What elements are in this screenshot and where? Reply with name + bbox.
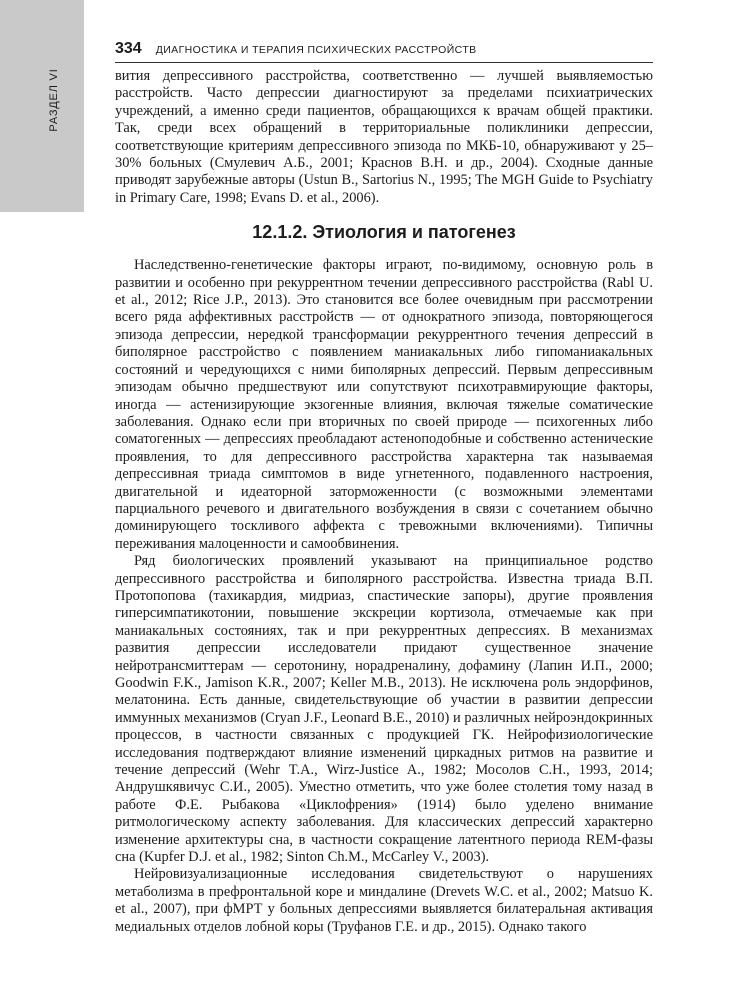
page-content <box>115 68 653 936</box>
body-paragraph: Нейровизуализационные исследования свидетельствуют о нарушениях метаболизма в префронтальной коре и миндалине (Drevets W.C. et al., 2002; Matsuo K. et al., 2007), при фМРТ у больных депрессиями выявляется билатеральная активация медиальных отделов лобной коры (Труфанов Г.Е. и др., 2015). Однако такого <box>115 866 653 935</box>
running-head <box>115 40 653 63</box>
page-number: 334 <box>115 40 142 57</box>
section-side-tab <box>0 0 84 212</box>
intro-paragraph: вития депрессивного расстройства, соответственно — лучшей выявляемостью расстройств. Часто депрессии диагностируют за пределами психиатрических учреждений, а именно среди пациентов, обращающихся к врачам общей практики. Так, среди всех обращений в территориальные поликлиники депрессии, соответствующие критериям депрессивного эпизода по МКБ-10, обнаруживают у 25–30% больных (Смулевич А.Б., 2001; Краснов В.Н. и др., 2004). Сходные данные приводят зарубежные авторы (Ustun B., Sartorius N., 1995; The MGH Guide to Psychiatry in Primary Care, 1998; Evans D. et al., 2006). <box>115 68 653 206</box>
running-head-title: ДИАГНОСТИКА И ТЕРАПИЯ ПСИХИЧЕСКИХ РАССТРОЙСТВ <box>155 44 477 56</box>
body-paragraph: Наследственно-генетические факторы играют, по-видимому, основную роль в развитии и особенно при рекуррентном течении депрессивного расстройства (Rabl U. et al., 2012; Rice J.P., 2013). Это становится все более очевидным при рассмотрении всего ряда аффективных расстройств — от однократного эпизода, повторяющегося эпизода депрессии, нередкой трансформации рекуррентного течения депрессий в биполярное расстройство с появлением маниакальных либо гипоманиакальных состояний и чередующихся с ними биполярных депрессий. Первым депрессивным эпизодам обычно предшествуют или сопутствуют психотравмирующие факторы, иногда — астенизирующие экзогенные влияния, включая тяжелые соматические заболевания. Однако если при вторичных по своей природе — психогенных либо соматогенных — депрессиях преобладают астеноподобные и собственно астенические проявления, то для депрессивного расстройства характерна так называемая депрессивная триада симптомов в виде угнетенного, подавленного настроения, двигательной и идеаторной заторможенности (с возможными элементами парциального речевого и двигательного возбуждения в связи с сочетанием обычно доминирующего тоскливого аффекта с тревожными включениями). Типичны переживания малоценности и самообвинения. <box>115 257 653 552</box>
body-paragraph: Ряд биологических проявлений указывают на принципиальное родство депрессивного расстройства и биполярного расстройства. Известна триада В.П. Протопопова (тахикардия, мидриаз, спастические запоры), другие проявления гиперсимпатикотонии, повышение экскреции кортизола, отмечаемые как при маниакальных состояниях, так и при рекуррентных депрессиях. В механизмах развития депрессии исследователи придают существенное значение нейротрансмиттерам — серотонину, норадреналину, дофамину (Лапин И.П., 2000; Goodwin F.K., Jamison K.R., 2007; Keller M.B., 2013). Не исключена роль эндорфинов, мелатонина. Есть данные, свидетельствующие об участии в развитии депрессии иммунных механизмов (Cryan J.F., Leonard B.E., 2010) и различных нейроэндокринных процессов, в частности связанных с продукцией ГК. Нейрофизиологические исследования подтверждают влияние изменений циркадных ритмов на развитие и течение депрессий (Wehr T.A., Wirz-Justice A., 1982; Мосолов С.Н., 1993, 2014; Андрушкявичус С.И., 2005). Уместно отметить, что уже более столетия тому назад в работе Ф.Е. Рыбакова «Циклофрения» (1914) было уделено внимание ритмологическому аспекту заболевания. Для классических депрессий характерно изменение архитектуры сна, в частности сокращение латентного периода REM-фазы сна (Kupfer D.J. et al., 1982; Sinton Ch.M., McCarley V., 2003). <box>115 553 653 866</box>
section-tab-label: РАЗДЕЛ VI <box>48 68 60 132</box>
section-heading: 12.1.2. Этиология и патогенез <box>252 222 516 243</box>
